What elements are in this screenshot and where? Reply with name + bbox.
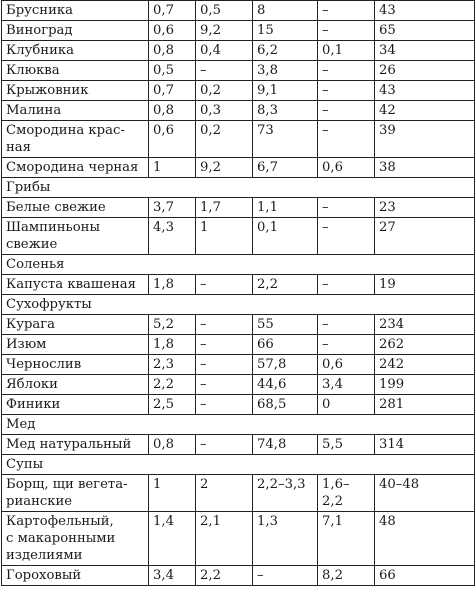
table-row [2, 355, 475, 375]
value-cell-4: – [318, 275, 375, 295]
product-name-cell: Брусника [2, 1, 149, 21]
value-cell-4: 0,6 [318, 158, 375, 178]
value-cell-2: 0,4 [196, 41, 253, 61]
product-name-cell: Чернослив [2, 355, 149, 375]
value-cell-3: 6,7 [253, 158, 318, 178]
value-cell-4: – [318, 218, 375, 255]
section-header-label: Супы [2, 455, 475, 475]
nutrition-table-body [2, 1, 475, 586]
value-cell-1: 0,8 [149, 101, 196, 121]
product-name-cell: Яблоки [2, 375, 149, 395]
section-header-row [2, 415, 475, 435]
value-cell-2: 2 [196, 475, 253, 512]
product-name-cell: Малина [2, 101, 149, 121]
value-cell-5: 40–48 [375, 475, 475, 512]
value-cell-3: 66 [253, 335, 318, 355]
value-cell-4: – [318, 81, 375, 101]
value-cell-1: 0,6 [149, 21, 196, 41]
value-cell-3: 8,3 [253, 101, 318, 121]
value-cell-3: 8 [253, 1, 318, 21]
table-row [2, 1, 475, 21]
value-cell-1: 1,8 [149, 275, 196, 295]
value-cell-1: 0,7 [149, 81, 196, 101]
value-cell-2: 0,2 [196, 121, 253, 158]
table-row [2, 81, 475, 101]
section-header-label: Мед [2, 415, 475, 435]
value-cell-5: 23 [375, 198, 475, 218]
value-cell-4: 0,1 [318, 41, 375, 61]
value-cell-5: 262 [375, 335, 475, 355]
value-cell-3: 2,2 [253, 275, 318, 295]
value-cell-4: 8,2 [318, 566, 375, 586]
section-header-label: Сухофрукты [2, 295, 475, 315]
table-row [2, 275, 475, 295]
value-cell-5: 19 [375, 275, 475, 295]
section-header-row [2, 295, 475, 315]
value-cell-2: 9,2 [196, 21, 253, 41]
value-cell-5: 26 [375, 61, 475, 81]
value-cell-3: 57,8 [253, 355, 318, 375]
value-cell-4: – [318, 1, 375, 21]
value-cell-2: – [196, 315, 253, 335]
value-cell-1: 1 [149, 475, 196, 512]
value-cell-2: – [196, 355, 253, 375]
value-cell-5: 39 [375, 121, 475, 158]
value-cell-3: 68,5 [253, 395, 318, 415]
value-cell-2: – [196, 395, 253, 415]
product-name-cell: Шампиньоны свежие [2, 218, 149, 255]
value-cell-4: – [318, 315, 375, 335]
value-cell-2: 2,2 [196, 566, 253, 586]
value-cell-5: 65 [375, 21, 475, 41]
table-row [2, 512, 475, 566]
value-cell-1: 1 [149, 158, 196, 178]
value-cell-1: 1,4 [149, 512, 196, 566]
value-cell-2: 9,2 [196, 158, 253, 178]
value-cell-5: 38 [375, 158, 475, 178]
value-cell-2: – [196, 375, 253, 395]
value-cell-1: 3,4 [149, 566, 196, 586]
table-row [2, 566, 475, 586]
product-name-cell: Гороховый [2, 566, 149, 586]
value-cell-5: 48 [375, 512, 475, 566]
value-cell-3: 9,1 [253, 81, 318, 101]
value-cell-4: 5,5 [318, 435, 375, 455]
table-row [2, 198, 475, 218]
product-name-cell: Курага [2, 315, 149, 335]
value-cell-1: 2,3 [149, 355, 196, 375]
value-cell-3: 44,6 [253, 375, 318, 395]
value-cell-5: 42 [375, 101, 475, 121]
value-cell-3: 73 [253, 121, 318, 158]
value-cell-5: 242 [375, 355, 475, 375]
value-cell-2: 0,5 [196, 1, 253, 21]
value-cell-3: 0,1 [253, 218, 318, 255]
value-cell-1: 0,8 [149, 41, 196, 61]
table-row [2, 41, 475, 61]
table-row [2, 435, 475, 455]
value-cell-3: 3,8 [253, 61, 318, 81]
product-name-cell: Крыжовник [2, 81, 149, 101]
product-name-cell: Клубника [2, 41, 149, 61]
value-cell-4: – [318, 121, 375, 158]
product-name-cell: Изюм [2, 335, 149, 355]
value-cell-3: 1,1 [253, 198, 318, 218]
value-cell-2: – [196, 275, 253, 295]
value-cell-2: 2,1 [196, 512, 253, 566]
value-cell-4: – [318, 101, 375, 121]
value-cell-1: 0,8 [149, 435, 196, 455]
value-cell-3: 74,8 [253, 435, 318, 455]
value-cell-3: 1,3 [253, 512, 318, 566]
table-row [2, 335, 475, 355]
table-row [2, 375, 475, 395]
value-cell-4: 0,6 [318, 355, 375, 375]
section-header-label: Грибы [2, 178, 475, 198]
value-cell-2: – [196, 335, 253, 355]
value-cell-2: 1 [196, 218, 253, 255]
value-cell-2: – [196, 61, 253, 81]
value-cell-5: 314 [375, 435, 475, 455]
value-cell-4: 1,6– 2,2 [318, 475, 375, 512]
product-name-cell: Виноград [2, 21, 149, 41]
table-row [2, 315, 475, 335]
value-cell-5: 281 [375, 395, 475, 415]
product-name-cell: Смородина черная [2, 158, 149, 178]
section-header-label: Соленья [2, 255, 475, 275]
product-name-cell: Борщ, щи вегета- рианские [2, 475, 149, 512]
product-name-cell: Мед натуральный [2, 435, 149, 455]
table-row [2, 21, 475, 41]
value-cell-3: 2,2–3,3 [253, 475, 318, 512]
value-cell-3: 55 [253, 315, 318, 335]
value-cell-4: – [318, 61, 375, 81]
value-cell-3: 6,2 [253, 41, 318, 61]
value-cell-1: 0,7 [149, 1, 196, 21]
value-cell-1: 5,2 [149, 315, 196, 335]
table-row [2, 395, 475, 415]
product-name-cell: Белые свежие [2, 198, 149, 218]
value-cell-5: 27 [375, 218, 475, 255]
value-cell-4: 0 [318, 395, 375, 415]
value-cell-2: 0,3 [196, 101, 253, 121]
product-name-cell: Капуста квашеная [2, 275, 149, 295]
value-cell-4: 3,4 [318, 375, 375, 395]
product-name-cell: Смородина крас- ная [2, 121, 149, 158]
value-cell-2: – [196, 435, 253, 455]
table-row [2, 475, 475, 512]
value-cell-5: 43 [375, 81, 475, 101]
value-cell-5: 34 [375, 41, 475, 61]
section-header-row [2, 455, 475, 475]
value-cell-5: 234 [375, 315, 475, 335]
value-cell-1: 2,5 [149, 395, 196, 415]
value-cell-3: – [253, 566, 318, 586]
value-cell-5: 43 [375, 1, 475, 21]
table-row [2, 61, 475, 81]
value-cell-1: 1,8 [149, 335, 196, 355]
nutrition-table [1, 0, 475, 586]
value-cell-5: 199 [375, 375, 475, 395]
value-cell-2: 0,2 [196, 81, 253, 101]
table-row [2, 158, 475, 178]
value-cell-1: 2,2 [149, 375, 196, 395]
value-cell-1: 4,3 [149, 218, 196, 255]
product-name-cell: Картофельный, с макаронными изделиями [2, 512, 149, 566]
table-row [2, 121, 475, 158]
value-cell-3: 15 [253, 21, 318, 41]
section-header-row [2, 178, 475, 198]
value-cell-4: – [318, 21, 375, 41]
value-cell-1: 0,5 [149, 61, 196, 81]
value-cell-4: – [318, 335, 375, 355]
value-cell-4: – [318, 198, 375, 218]
value-cell-1: 3,7 [149, 198, 196, 218]
section-header-row [2, 255, 475, 275]
product-name-cell: Клюква [2, 61, 149, 81]
value-cell-2: 1,7 [196, 198, 253, 218]
value-cell-5: 66 [375, 566, 475, 586]
value-cell-4: 7,1 [318, 512, 375, 566]
product-name-cell: Финики [2, 395, 149, 415]
table-row [2, 101, 475, 121]
table-row [2, 218, 475, 255]
value-cell-1: 0,6 [149, 121, 196, 158]
